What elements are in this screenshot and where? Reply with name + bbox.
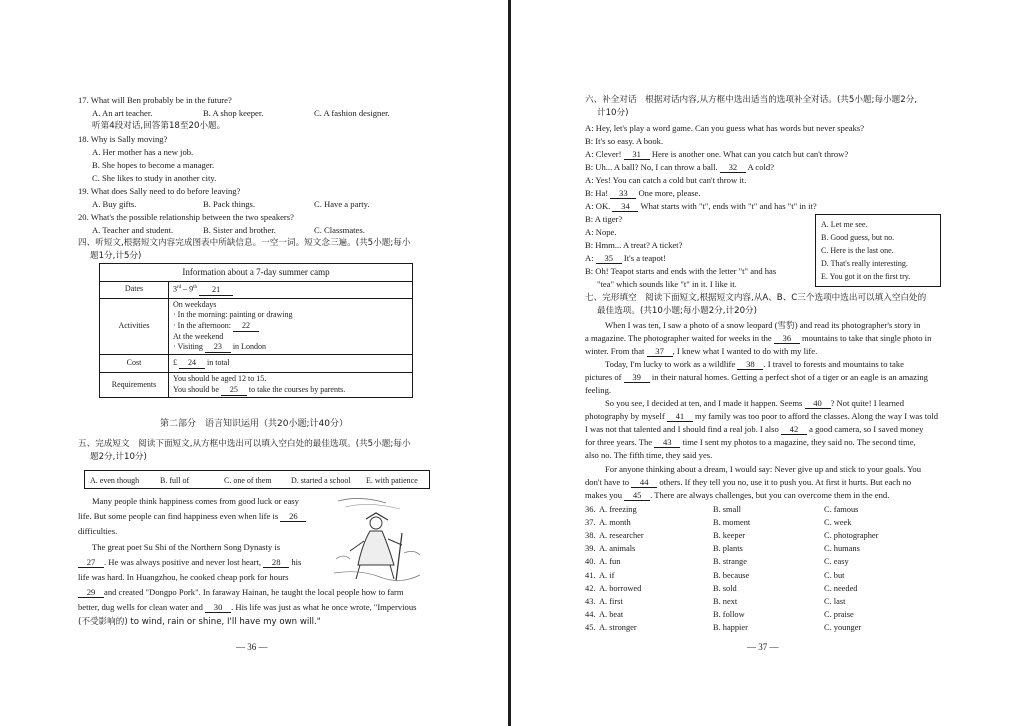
passage-line: difficulties.	[78, 526, 118, 536]
choice-option-c[interactable]: C. last	[824, 596, 846, 606]
option-b: B. Good guess, but no.	[821, 233, 895, 242]
blank-36[interactable]: 36	[774, 333, 800, 344]
blank-43[interactable]: 43	[654, 437, 680, 448]
dialog-line: A: Yes! You can catch a cold but can't throw it.	[585, 175, 747, 185]
passage-line: don't have to 44 others. If they tell you no, use it to push you. At first it hurts. But each no	[585, 477, 912, 487]
choice-option-c[interactable]: C. week	[824, 518, 852, 528]
blank-27[interactable]: 27	[78, 557, 104, 568]
q20-option-b: B. Sister and brother.	[203, 225, 276, 235]
section-6-heading-cont: 计10分)	[597, 108, 629, 118]
blank-23[interactable]: 23	[205, 342, 231, 353]
summer-camp-table	[99, 263, 413, 398]
table-row	[100, 298, 413, 355]
choice-option-b[interactable]: B. next	[713, 596, 738, 606]
q17-option-b: B. A shop keeper.	[203, 108, 264, 118]
option-d: D. started a school	[291, 476, 351, 485]
dates-label: Dates	[100, 281, 169, 298]
choice-option-b[interactable]: B. small	[713, 505, 741, 514]
blank-41[interactable]: 41	[667, 411, 693, 422]
option-a: A. even though	[90, 476, 140, 485]
question-18: 18. Why is Sally moving?	[78, 134, 168, 144]
passage-line: also no. The fifth time, they said yes.	[585, 450, 713, 460]
q17-option-a: A. An art teacher.	[92, 108, 153, 118]
section-5-heading: 五、完成短文 阅读下面短文,从方框中选出可以填入空白处的最佳选项。(共5小题;每小	[78, 439, 411, 449]
right-page	[511, 0, 1020, 726]
passage-line: Today, I'm lucky to work as a wildlife 38 . I travel to forests and mountains to take	[605, 359, 904, 369]
table-row	[100, 373, 413, 398]
dialog-line: B: Uh... A ball? No, I can throw a ball. 32 A cold?	[585, 162, 775, 172]
page-number: — 37 —	[747, 642, 779, 652]
table-row	[100, 355, 413, 373]
choice-number: 44.	[585, 609, 596, 619]
section-6-heading: 六、补全对话 根据对话内容,从方框中选出适当的选项补全对话。(共5小题;每小题2分,	[585, 95, 918, 105]
choice-number: 41.	[585, 570, 596, 580]
blank-35[interactable]: 35	[596, 253, 622, 264]
choice-option-b[interactable]: B. keeper	[713, 531, 746, 541]
passage-line: For anyone thinking about a dream, I would say: Never give up and stick to your goals. You	[605, 464, 922, 474]
blank-21[interactable]: 21	[199, 285, 233, 296]
blank-42[interactable]: 42	[781, 424, 807, 435]
activities-value: On weekdays · In the morning: painting or drawing · In the afternoon: 22 At the weekend · Visiting 23 in London	[169, 298, 413, 355]
option-e: E. with patience	[366, 476, 418, 485]
dialog-options-box	[815, 214, 941, 287]
dialog-line: B: Ha! 33 One more, please.	[585, 188, 701, 198]
passage-line: When I was ten, I saw a photo of a snow leopard (雪豹) and read its photographer's story in	[605, 320, 921, 330]
page-number: — 36 —	[236, 642, 268, 652]
cost-label: Cost	[100, 355, 169, 373]
q20-option-c: C. Classmates.	[314, 225, 365, 235]
activities-label: Activities	[100, 298, 169, 355]
option-c: C. Here is the last one.	[821, 246, 894, 255]
blank-33[interactable]: 33	[610, 188, 636, 199]
question-19: 19. What does Sally need to do before leaving?	[78, 186, 241, 196]
choice-option-c[interactable]: C. needed	[824, 583, 858, 593]
section-7-heading: 七、完形填空 阅读下面短文,根据短文内容,从A、B、C三个选项中选出可以填入空白处的	[585, 293, 927, 303]
table-row	[100, 264, 413, 282]
q18-option-a: A. Her mother has a new job.	[92, 147, 194, 157]
section-4-heading-cont: 题1分,计5分)	[90, 251, 142, 261]
listen-instruction: 听第4段对话,回答第18至20小题。	[92, 121, 226, 131]
choice-option-c[interactable]: C. but	[824, 570, 845, 580]
choice-option-c[interactable]: C. younger	[824, 622, 862, 632]
choice-option-a[interactable]: A. first	[599, 596, 623, 606]
q19-option-a: A. Buy gifts.	[92, 199, 137, 209]
dialog-line: A: Clever! 31 Here is another one. What can you catch but can't throw?	[585, 149, 849, 159]
choice-number: 37.	[585, 518, 596, 528]
dialog-line: A: Nope.	[585, 227, 617, 237]
blank-22[interactable]: 22	[233, 321, 259, 332]
dialog-line: B: Hmm... A treat? A ticket?	[585, 240, 683, 250]
passage-line: I was not that talented and I should find a real job. I also 42 a good camera, so I saved money	[585, 424, 924, 434]
blank-40[interactable]: 40	[805, 398, 831, 409]
dialog-line: A: Hey, let's play a word game. Can you guess what has words but never speaks?	[585, 123, 865, 133]
choice-option-b[interactable]: B. happier	[713, 622, 748, 632]
passage-line: winter. From that 37 , I knew what I wanted to do with my life.	[585, 346, 818, 356]
passage-line: life was hard. In Huangzhou, he cooked cheap pork for hours	[78, 572, 289, 582]
choice-number: 43.	[585, 596, 596, 606]
q18-option-b: B. She hopes to become a manager.	[92, 160, 215, 170]
choice-number: 42.	[585, 583, 596, 593]
choice-option-c[interactable]: C. famous	[824, 505, 859, 514]
choice-number: 40.	[585, 557, 596, 567]
blank-38[interactable]: 38	[737, 359, 763, 370]
question-17: 17. What will Ben probably be in the future?	[78, 95, 232, 105]
dialog-line: A: OK. 34 What starts with "t", ends with "t" and has "t" in it?	[585, 201, 817, 211]
dialog-line: "tea" which sounds like "t" in it. I like it.	[597, 279, 737, 289]
blank-45[interactable]: 45	[624, 490, 650, 501]
blank-34[interactable]: 34	[612, 201, 638, 212]
requirements-value: You should be aged 12 to 15. You should be 25 to take the courses by parents.	[169, 373, 413, 398]
requirements-label: Requirements	[100, 373, 169, 398]
section-4-heading: 四、听短文,根据短文内容完成图表中所缺信息。一空一词。短文念三遍。(共5小题;每小	[78, 238, 411, 248]
choice-number: 36.	[585, 505, 596, 514]
choice-option-a[interactable]: A. freezing	[599, 505, 637, 514]
choice-option-b[interactable]: B. plants	[713, 544, 743, 554]
choice-option-a[interactable]: A. beat	[599, 609, 624, 619]
choice-option-c[interactable]: C. humans	[824, 544, 860, 554]
blank-31[interactable]: 31	[624, 149, 650, 160]
passage-line: pictures of 39 in their natural homes. Getting a perfect shot of a tiger or an eagle is an amazing	[585, 372, 928, 382]
choice-number: 45.	[585, 622, 596, 632]
passage-line: photography by myself 41 my family was too poor to afford the classes. Along the way I was told	[585, 411, 939, 421]
q17-option-c: C. A fashion designer.	[314, 108, 390, 118]
choice-option-c[interactable]: C. praise	[824, 609, 854, 619]
part-2-heading: 第二部分 语言知识运用（共20小题;计40分）	[160, 419, 348, 429]
choice-option-c[interactable]: C. easy	[824, 557, 849, 567]
choice-number: 38.	[585, 531, 596, 541]
passage-line: 27 . He was always positive and never lost heart, 28 his	[78, 556, 301, 568]
choice-option-a[interactable]: A. fun	[599, 557, 621, 567]
passage-line: (不受影响的) to wind, rain or shine, I'll have my own will."	[78, 617, 321, 627]
passage-line: feeling.	[585, 385, 612, 395]
blank-30[interactable]: 30	[205, 602, 231, 613]
choice-option-b[interactable]: B. moment	[713, 518, 751, 528]
q20-option-a: A. Teacher and student.	[92, 225, 174, 235]
section-5-heading-cont: 题2分,计10分)	[90, 452, 147, 462]
choice-option-a[interactable]: A. researcher	[599, 531, 644, 541]
option-a: A. Let me see.	[821, 220, 868, 229]
cost-value: £ 24 in total	[169, 355, 413, 373]
blank-26[interactable]: 26	[280, 511, 306, 522]
passage-line: for three years. The 43 time I sent my photos to a magazine, they said no. The second time,	[585, 437, 916, 447]
option-c: C. one of them	[224, 476, 272, 485]
choice-option-a[interactable]: A. stronger	[599, 622, 637, 632]
option-b: B. full of	[160, 476, 190, 485]
choice-option-b[interactable]: B. follow	[713, 609, 745, 619]
dialog-line: B: It's so easy. A book.	[585, 136, 664, 146]
passage-line: life. But some people can find happiness even when life is 26	[78, 510, 306, 522]
choice-option-b[interactable]: B. because	[713, 570, 750, 580]
q19-option-c: C. Have a party.	[314, 199, 370, 209]
option-e: E. You got it on the first try.	[821, 272, 911, 281]
passage-line: So you see, I decided at ten, and I made it happen. Seems 40 ? Not quite! I learned	[605, 398, 905, 408]
dialog-line: B: Oh! Teapot starts and ends with the letter "t" and has	[585, 266, 777, 276]
table-row	[100, 281, 413, 298]
passage-line: The great poet Su Shi of the Northern Song Dynasty is	[92, 542, 281, 552]
blank-39[interactable]: 39	[624, 372, 650, 383]
left-page	[0, 0, 509, 726]
section-7-heading-cont: 最佳选项。(共10小题;每小题2分,计20分)	[597, 306, 757, 316]
q19-option-b: B. Pack things.	[203, 199, 256, 209]
passage-line: a magazine. The photographer waited for weeks in the 36 mountains to take that single photo in	[585, 333, 932, 343]
options-box	[84, 470, 430, 489]
su-shi-illustration-icon	[330, 493, 422, 589]
passage-line: Many people think happiness comes from good luck or easy	[92, 496, 299, 506]
option-d: D. That's really interesting.	[821, 259, 908, 268]
passage-line: makes you 45 . There are always challenges, but you can overcome them in the end.	[585, 490, 890, 500]
blank-44[interactable]: 44	[631, 477, 657, 488]
choice-option-c[interactable]: C. photographer	[824, 531, 879, 541]
passage-line: 29 and created "Dongpo Pork". In faraway Hainan, he taught the local people how to farm	[78, 586, 404, 598]
choice-option-a[interactable]: A. borrowed	[599, 583, 642, 593]
table-title: Information about a 7-day summer camp	[100, 264, 413, 282]
dialog-line: A: 35 It's a teapot!	[585, 253, 667, 263]
choice-number: 39.	[585, 544, 596, 554]
blank-24[interactable]: 24	[179, 358, 205, 369]
choice-option-a[interactable]: A. month	[599, 518, 631, 528]
dates-value: 3rd – 9th 21	[169, 281, 413, 298]
blank-28[interactable]: 28	[263, 557, 289, 568]
blank-25[interactable]: 25	[221, 385, 247, 396]
choice-option-a[interactable]: A. animals	[599, 544, 636, 554]
choice-option-b[interactable]: B. strange	[713, 557, 747, 567]
dialog-line: B: A tiger?	[585, 214, 623, 224]
blank-37[interactable]: 37	[647, 346, 673, 357]
q18-option-c: C. She likes to study in another city.	[92, 173, 217, 183]
blank-29[interactable]: 29	[78, 587, 104, 598]
choice-option-a[interactable]: A. if	[599, 570, 615, 580]
blank-32[interactable]: 32	[720, 162, 746, 173]
passage-line: better, dug wells for clean water and 30 . His life was just as what he once wrote, "Impervious	[78, 602, 417, 612]
choice-option-b[interactable]: B. sold	[713, 583, 737, 593]
question-20: 20. What's the possible relationship between the two speakers?	[78, 212, 294, 222]
